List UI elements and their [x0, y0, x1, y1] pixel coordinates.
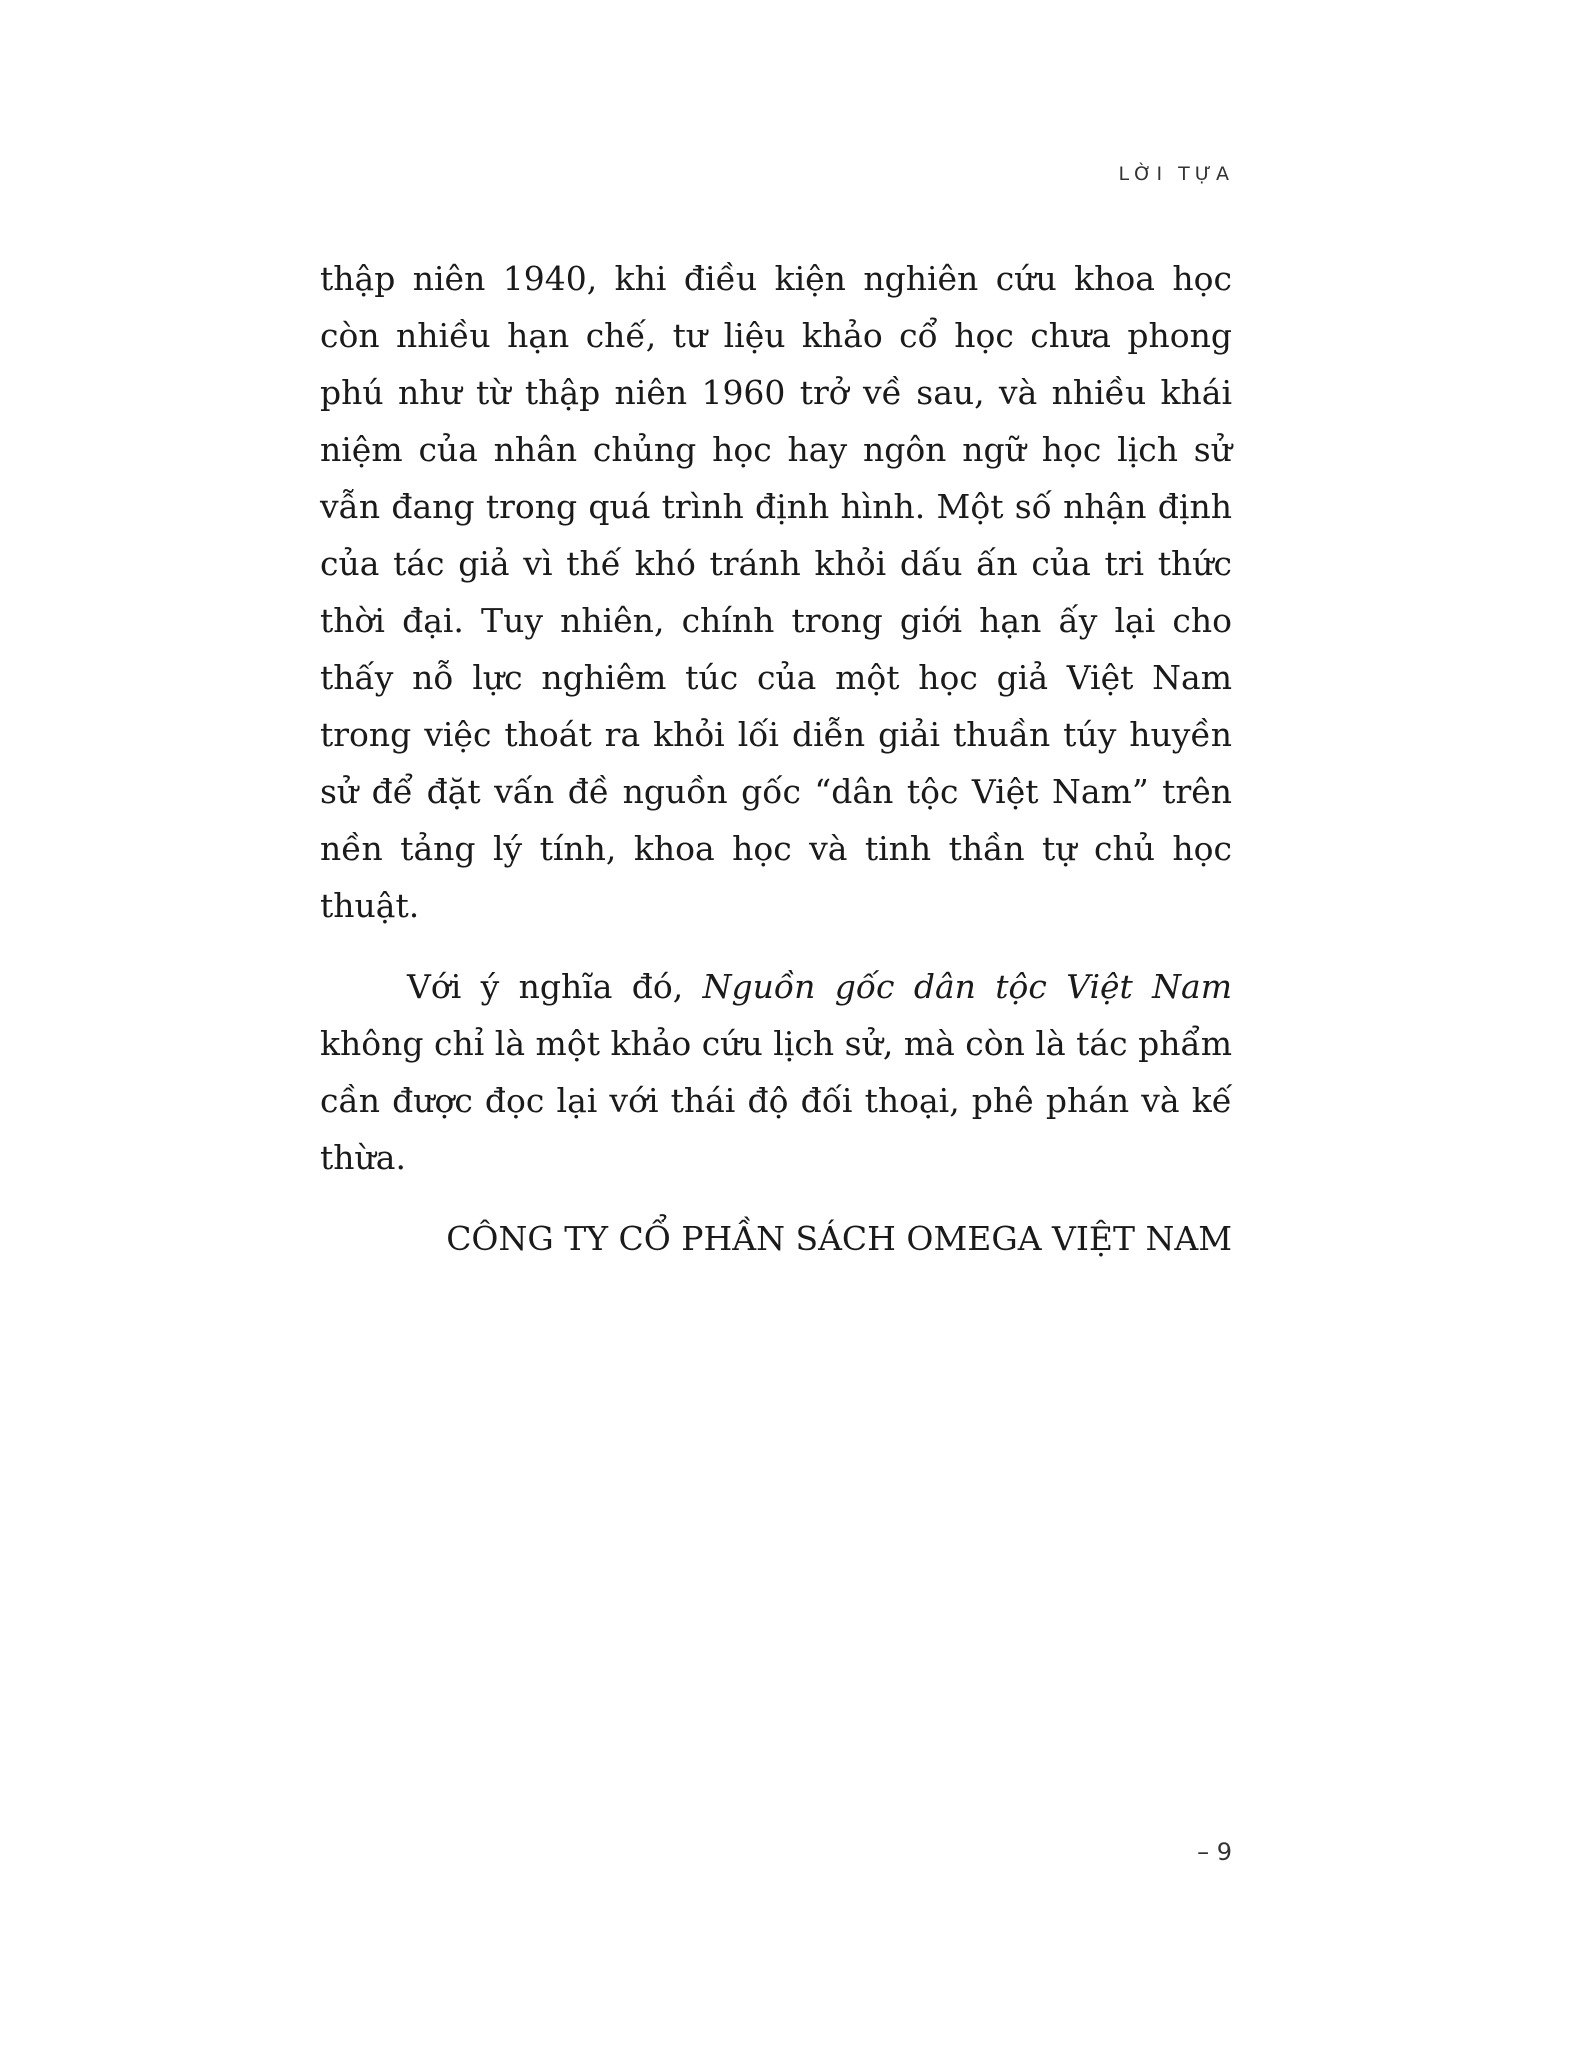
page-number: – 9 [1197, 1838, 1232, 1866]
running-header: LỜI TỰA [1118, 163, 1234, 185]
paragraph-rest: không chỉ là một khảo cứu lịch sử, mà còn là tác phẩm cần được đọc lại với thái độ đối thoại, phê phán và kế thừa. [320, 1024, 1232, 1177]
paragraph-lead: Với ý nghĩa đó, [407, 967, 703, 1006]
paragraph [320, 958, 1232, 1186]
publisher-signature: CÔNG TY CỔ PHẦN SÁCH OMEGA VIỆT NAM [446, 1219, 1232, 1258]
page-body [320, 250, 1232, 1267]
paragraph: thập niên 1940, khi điều kiện nghiên cứu khoa học còn nhiều hạn chế, tư liệu khảo cổ học chưa phong phú như từ thập niên 1960 trở về sau, và nhiều khái niệm của nhân chủng học hay ngôn ngữ học lịch sử vẫn đang trong quá trình định hình. Một số nhận định của tác giả vì thế khó tránh khỏi dấu ấn của tri thức thời đại. Tuy nhiên, chính trong giới hạn ấy lại cho thấy nỗ lực nghiêm túc của một học giả Việt Nam trong việc thoát ra khỏi lối diễn giải thuần túy huyền sử để đặt vấn đề nguồn gốc “dân tộc Việt Nam” trên nền tảng lý tính, khoa học và tinh thần tự chủ học thuật. [320, 259, 1232, 925]
book-title: Nguồn gốc dân tộc Việt Nam [702, 967, 1233, 1006]
